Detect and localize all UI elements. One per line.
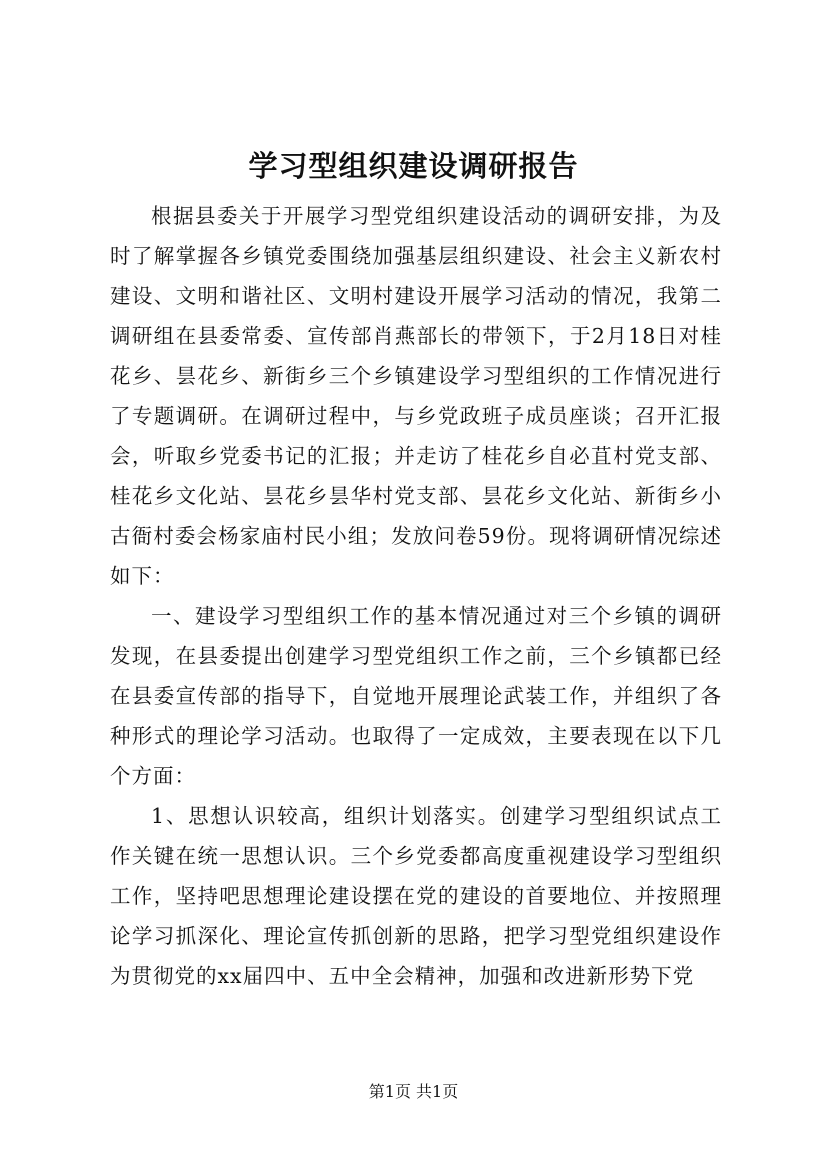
paragraph-point-one: 1、思想认识较高，组织计划落实。创建学习型组织试点工作关键在统一思想认识。三个乡党委都高度重视建设学习型组织工作，坚持吧思想理论建设摆在党的建设的首要地位、并按照理论学习抓深化、理论宣传抓创新的思路，把学习型党组织建设作为贯彻党的xx届四中、五中全会精神，加强和改进新形势下党 xyxy=(110,804,722,988)
paragraph-section-one: 一、建设学习型组织工作的基本情况通过对三个乡镇的调研发现，在县委提出创建学习型党组织工作之前，三个乡镇都已经在县委宣传部的指导下，自觉地开展理论武装工作，并组织了各种形式的理论学习活动。也取得了一定成效，主要表现在以下几个方面： xyxy=(110,604,722,788)
document-body xyxy=(110,196,722,996)
document-title: 学习型组织建设调研报告 xyxy=(248,149,579,183)
page-footer: 第1页 共1页 xyxy=(368,1082,459,1101)
paragraph-intro: 根据县委关于开展学习型党组织建设活动的调研安排，为及时了解掌握各乡镇党委围绕加强基层组织建设、社会主义新农村建设、文明和谐社区、文明村建设开展学习活动的情况，我第二调研组在县委常委、宣传部肖燕部长的带领下，于2月18日对桂花乡、昙花乡、新街乡三个乡镇建设学习型组织的工作情况进行了专题调研。在调研过程中，与乡党政班子成员座谈；召开汇报会，听取乡党委书记的汇报；并走访了桂花乡自必苴村党支部、桂花乡文化站、昙花乡昙华村党支部、昙花乡文化站、新街乡小古衙村委会杨家庙村民小组；发放问卷59份。现将调研情况综述如下： xyxy=(110,204,722,588)
